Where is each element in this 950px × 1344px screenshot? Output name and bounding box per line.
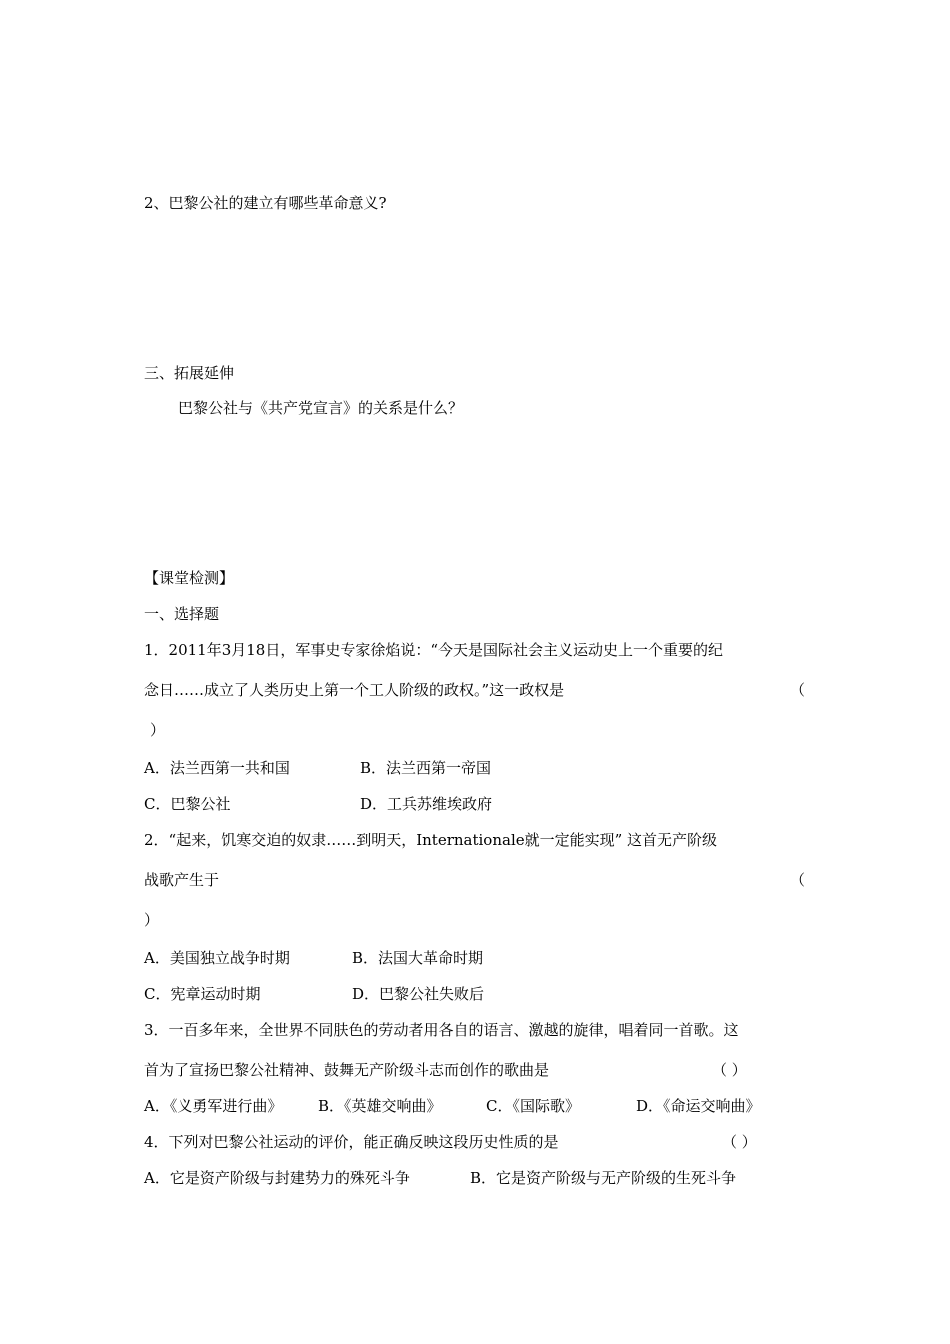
q4-option-a: A．它是资产阶级与封建势力的殊死斗争	[144, 1169, 410, 1187]
q1-paren-close: ）	[150, 721, 166, 739]
q3-line-1: 3．一百多年来，全世界不同肤色的劳动者用各自的语言、激越的旋律，唱着同一首歌。这	[144, 1021, 739, 1039]
q1-option-b: B．法兰西第一帝国	[360, 759, 492, 777]
choice-section-heading: 一、选择题	[144, 605, 220, 623]
q4-line-1: 4．下列对巴黎公社运动的评价，能正确反映这段历史性质的是	[144, 1133, 559, 1151]
q3-option-d: D．《命运交响曲》	[636, 1097, 761, 1115]
section-3-heading: 三、拓展延伸	[144, 364, 235, 382]
q4-option-b: B．它是资产阶级与无产阶级的生死斗争	[470, 1169, 737, 1187]
q4-answer-paren: （ ）	[722, 1133, 757, 1151]
q2-line-1: 2．“起来，饥寒交迫的奴隶……到明天，Internationale就一定能实现” 这首无产阶级	[144, 831, 718, 849]
q1-line-1: 1．2011年3月18日，军事史专家徐焰说：“今天是国际社会主义运动史上一个重要的纪	[144, 641, 724, 659]
q1-paren-open: （	[790, 681, 806, 699]
question-2-heading: 2、巴黎公社的建立有哪些革命意义?	[144, 194, 387, 212]
q3-line-2: 首为了宣扬巴黎公社精神、鼓舞无产阶级斗志而创作的歌曲是	[144, 1061, 550, 1079]
q2-line-2: 战歌产生于	[144, 871, 220, 889]
q2-option-b: B．法国大革命时期	[352, 949, 484, 967]
q3-answer-paren: （ ）	[712, 1061, 747, 1079]
q2-paren-close: ）	[144, 911, 160, 929]
q1-option-c: C．巴黎公社	[144, 795, 231, 813]
q1-option-a: A．法兰西第一共和国	[144, 759, 290, 777]
q1-line-2: 念日……成立了人类历史上第一个工人阶级的政权。”这一政权是	[144, 681, 565, 699]
section-3-question: 巴黎公社与《共产党宣言》的关系是什么？	[178, 399, 464, 417]
q3-option-b: B．《英雄交响曲》	[318, 1097, 442, 1115]
q3-option-c: C．《国际歌》	[486, 1097, 580, 1115]
q2-paren-open: （	[790, 871, 806, 889]
q2-option-d: D．巴黎公社失败后	[352, 985, 485, 1003]
q2-option-c: C．宪章运动时期	[144, 985, 261, 1003]
q1-option-d: D．工兵苏维埃政府	[360, 795, 493, 813]
q3-option-a: A．《义勇军进行曲》	[144, 1097, 283, 1115]
q2-option-a: A．美国独立战争时期	[144, 949, 290, 967]
class-check-heading: 【课堂检测】	[144, 569, 235, 587]
